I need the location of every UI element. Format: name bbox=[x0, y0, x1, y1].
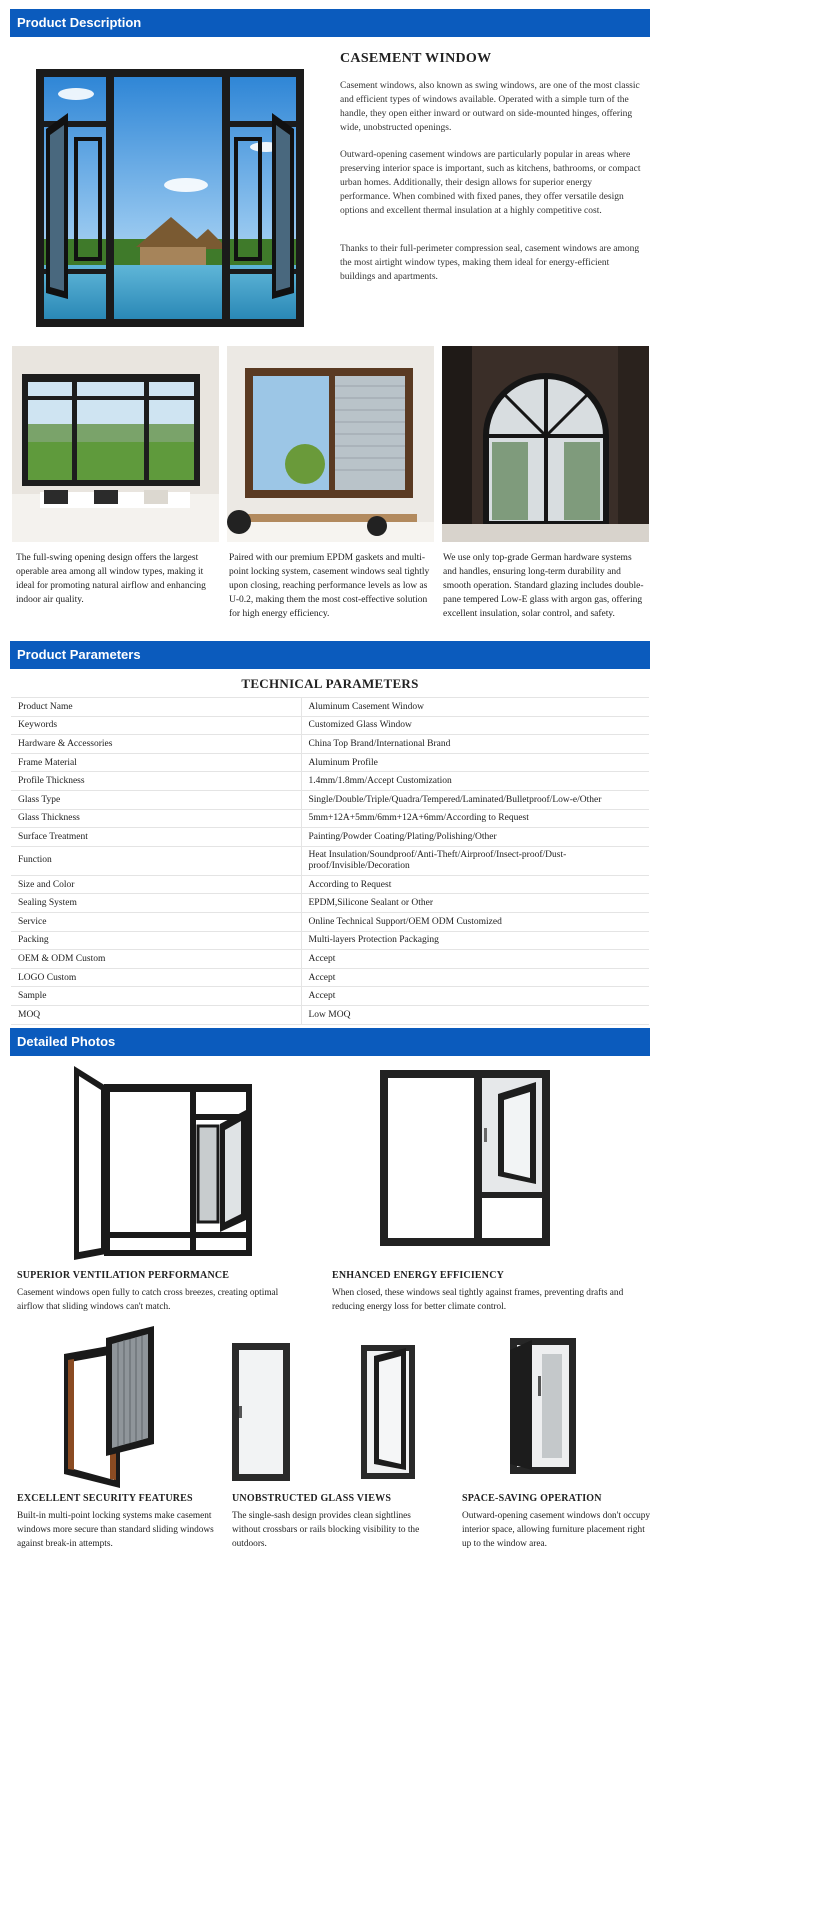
table-row bbox=[11, 894, 649, 913]
param-value-cell: Low MOQ bbox=[301, 1005, 649, 1024]
param-name-cell: MOQ bbox=[11, 1005, 301, 1024]
param-name-cell: Hardware & Accessories bbox=[11, 735, 301, 754]
param-name-cell: LOGO Custom bbox=[11, 968, 301, 987]
table-row bbox=[11, 1005, 649, 1024]
table-row bbox=[11, 716, 649, 735]
table-row bbox=[11, 790, 649, 809]
dining-room-window-photo bbox=[227, 346, 434, 542]
param-name-cell: Frame Material bbox=[11, 753, 301, 772]
feature-caption-2: Paired with our premium EPDM gaskets and multi-point locking system, casement windows seal tightly upon closing, reaching performance levels as low as U-0.2, making them the most cost-effective solution for high energy efficiency. bbox=[229, 553, 430, 619]
detail-text-glass-views: The single-sash design provides clean sightlines without crossbars or rails blocking visibility to the outdoors. bbox=[232, 1511, 420, 1549]
table-row bbox=[11, 809, 649, 828]
param-name-cell: Product Name bbox=[11, 698, 301, 717]
detail-heading-space-saving: SPACE-SAVING OPERATION bbox=[462, 1493, 602, 1504]
param-name-cell: Sealing System bbox=[11, 894, 301, 913]
param-name-cell: Surface Treatment bbox=[11, 828, 301, 847]
param-name-cell: Profile Thickness bbox=[11, 772, 301, 791]
detail-text-energy: When closed, these windows seal tightly against frames, preventing drafts and reducing energy loss for better climate control. bbox=[332, 1288, 624, 1312]
detail-heading-energy: ENHANCED ENERGY EFFICIENCY bbox=[332, 1270, 505, 1281]
technical-parameters-title: TECHNICAL PARAMETERS bbox=[241, 676, 419, 691]
ventilation-window-image bbox=[70, 1064, 256, 1267]
param-value-cell: According to Request bbox=[301, 875, 649, 894]
glass-view-window-image bbox=[231, 1342, 291, 1487]
hero-title: CASEMENT WINDOW bbox=[340, 51, 492, 66]
section-header-product-parameters: Product Parameters bbox=[10, 641, 650, 669]
hero-paragraph-3: Thanks to their full-perimeter compression seal, casement windows are among the most airtight window types, making them ideal for energy-efficient buildings and apartments. bbox=[340, 244, 640, 282]
param-name-cell: Packing bbox=[11, 931, 301, 950]
space-saving-window-image bbox=[508, 1336, 578, 1481]
table-row bbox=[11, 987, 649, 1006]
table-row bbox=[11, 950, 649, 969]
table-row bbox=[11, 698, 649, 717]
table-row bbox=[11, 968, 649, 987]
hero-paragraph-1: Casement windows, also known as swing windows, are one of the most classic and efficient types of windows available. Operated with a simple turn of the handle, they open either inward or outward on side-mounted hinges, offering wide, unobstructed openings. bbox=[340, 81, 640, 133]
feature-caption-1: The full-swing opening design offers the largest operable area among all window types, making it ideal for promoting natural airflow and enhancing indoor air quality. bbox=[16, 553, 206, 605]
param-name-cell: Sample bbox=[11, 987, 301, 1006]
param-value-cell: Painting/Powder Coating/Plating/Polishing/Other bbox=[301, 828, 649, 847]
slim-casement-window-image bbox=[360, 1344, 416, 1485]
technical-parameters-table bbox=[11, 697, 649, 1025]
param-value-cell: China Top Brand/International Brand bbox=[301, 735, 649, 754]
param-value-cell: Accept bbox=[301, 968, 649, 987]
param-value-cell: Single/Double/Triple/Quadra/Tempered/Laminated/Bulletproof/Low-e/Other bbox=[301, 790, 649, 809]
param-value-cell: 1.4mm/1.8mm/Accept Customization bbox=[301, 772, 649, 791]
casement-window-hero-image bbox=[36, 69, 304, 327]
detail-heading-ventilation: SUPERIOR VENTILATION PERFORMANCE bbox=[17, 1270, 230, 1281]
energy-efficiency-window-image bbox=[378, 1068, 552, 1253]
detail-text-security: Built-in multi-point locking systems make casement windows more secure than standard sliding windows against break-in attempts. bbox=[17, 1511, 214, 1549]
param-value-cell: Heat Insulation/Soundproof/Anti-Theft/Airproof/Insect-proof/Dust-proof/Invisible/Decoration bbox=[301, 846, 649, 875]
table-row bbox=[11, 931, 649, 950]
param-value-cell: Aluminum Casement Window bbox=[301, 698, 649, 717]
living-room-window-photo bbox=[12, 346, 219, 542]
param-name-cell: Function bbox=[11, 846, 301, 875]
param-value-cell: Online Technical Support/OEM ODM Customized bbox=[301, 912, 649, 931]
detail-heading-security: EXCELLENT SECURITY FEATURES bbox=[17, 1493, 193, 1504]
hero-paragraph-2: Outward-opening casement windows are particularly popular in areas where preserving interior space is important, such as kitchens, bathrooms, or compact urban homes. Additionally, their design allows for superior energy performance. When combined with fixed panes, they offer versatile design options and excellent thermal insulation at a highly competitive cost. bbox=[340, 150, 641, 216]
security-window-image bbox=[60, 1324, 160, 1499]
table-row bbox=[11, 772, 649, 791]
param-name-cell: Keywords bbox=[11, 716, 301, 735]
param-value-cell: Aluminum Profile bbox=[301, 753, 649, 772]
param-value-cell: EPDM,Silicone Sealant or Other bbox=[301, 894, 649, 913]
param-value-cell: Accept bbox=[301, 950, 649, 969]
section-header-detailed-photos: Detailed Photos bbox=[10, 1028, 650, 1056]
table-row bbox=[11, 753, 649, 772]
param-name-cell: OEM & ODM Custom bbox=[11, 950, 301, 969]
param-name-cell: Glass Type bbox=[11, 790, 301, 809]
param-name-cell: Glass Thickness bbox=[11, 809, 301, 828]
detail-text-ventilation: Casement windows open fully to catch cross breezes, creating optimal airflow that sliding windows can't match. bbox=[17, 1288, 279, 1312]
table-row bbox=[11, 912, 649, 931]
table-row bbox=[11, 828, 649, 847]
section-header-product-description: Product Description bbox=[10, 9, 650, 37]
param-name-cell: Service bbox=[11, 912, 301, 931]
table-row bbox=[11, 875, 649, 894]
param-value-cell: Multi-layers Protection Packaging bbox=[301, 931, 649, 950]
detail-heading-glass-views: UNOBSTRUCTED GLASS VIEWS bbox=[232, 1493, 392, 1504]
table-row bbox=[11, 735, 649, 754]
arched-window-photo bbox=[442, 346, 649, 542]
table-row bbox=[11, 846, 649, 875]
param-value-cell: 5mm+12A+5mm/6mm+12A+6mm/According to Request bbox=[301, 809, 649, 828]
param-name-cell: Size and Color bbox=[11, 875, 301, 894]
param-value-cell: Accept bbox=[301, 987, 649, 1006]
detail-text-space-saving: Outward-opening casement windows don't occupy interior space, allowing furniture placement right up to the window area. bbox=[462, 1511, 651, 1549]
param-value-cell: Customized Glass Window bbox=[301, 716, 649, 735]
feature-caption-3: We use only top-grade German hardware systems and handles, ensuring long-term durability and smooth operation. Standard glazing includes double-pane tempered Low-E glass with argon gas, offering excellent insulation, solar control, and safety. bbox=[443, 553, 644, 619]
